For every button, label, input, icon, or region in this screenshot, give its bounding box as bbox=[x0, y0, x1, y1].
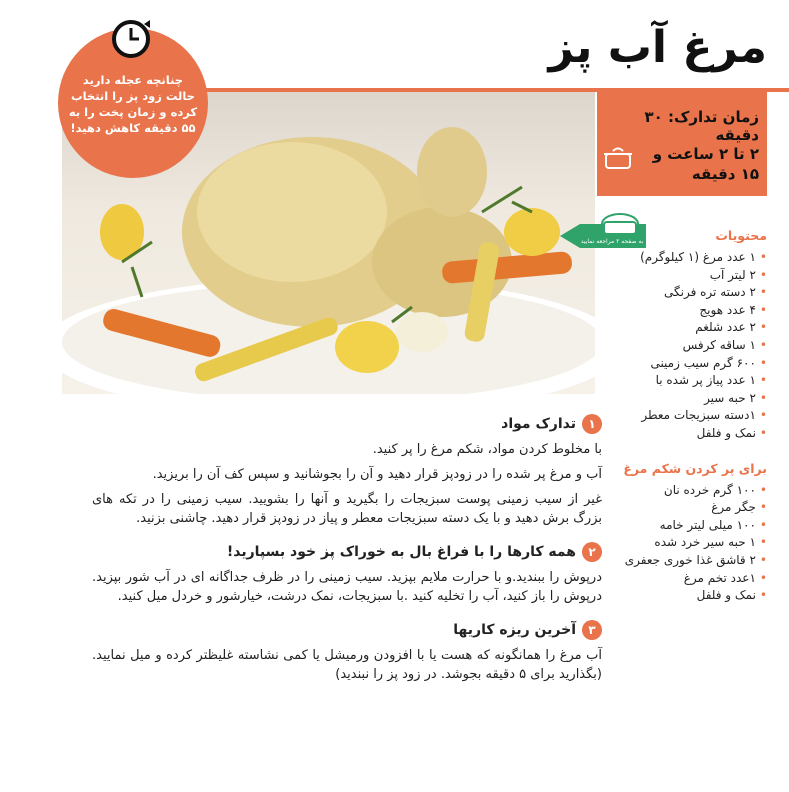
list-item: • ۱۰۰ گرم خرده نان bbox=[597, 482, 767, 500]
list-item: • ۱ عدد پیاز پر شده با bbox=[597, 372, 767, 390]
list-item: • ۱۰۰ میلی لیتر خامه bbox=[597, 517, 767, 535]
list-item: • ۱ حبه سیر خرد شده bbox=[597, 534, 767, 552]
list-item: • نمک و فلفل bbox=[597, 425, 767, 443]
step-1 bbox=[92, 414, 602, 528]
step-paragraph: آب و مرغ پر شده را در زودپز قرار دهید و آن را بجوشانید و سپس کف آن را بریزید. bbox=[152, 467, 602, 482]
step-heading bbox=[92, 542, 602, 562]
step-title: آخرین ریزه کاریها bbox=[453, 621, 576, 638]
quick-cook-badge bbox=[58, 28, 208, 178]
step-paragraph: با مخلوط کردن مواد، شکم مرغ را پر کنید. bbox=[372, 442, 602, 457]
step-title: همه کارها را با فراغ بال به خوراک پز خود بسپارید! bbox=[226, 543, 576, 560]
list-item: • ۴ عدد هویج bbox=[597, 302, 767, 320]
step-title: تدارک مواد bbox=[501, 415, 576, 432]
list-item: • ۲ دسته تره فرنگی bbox=[597, 284, 767, 302]
prep-time: زمان تدارک: ۳۰ دقیقه bbox=[644, 108, 759, 144]
step-3 bbox=[92, 620, 602, 684]
pot-icon bbox=[603, 146, 633, 172]
list-item: • ۱ ساقه کرفس bbox=[597, 337, 767, 355]
step-paragraph: درپوش را ببندید.و با حرارت ملایم بپزید. سیب زمینی را در ظرف جداگانه ای در آب شور بپزید. درپوش را باز کنید، آب را تخلیه کنید .با سبزیجات، نمک درشت، خیارشور و خردل میل کنید. bbox=[92, 570, 602, 604]
list-item: • ۱دسته سبزیجات معطر bbox=[597, 407, 767, 425]
step-paragraph: آب مرغ را همانگونه که هست یا با افزودن ورمیشل یا کمی نشاسته غلیظتر کرده و میل نمایید. (بگذارید برای ۵ دقیقه بجوشد. در زود پز را نبندید) bbox=[92, 648, 602, 682]
list-item: • ۲ لیتر آب bbox=[597, 267, 767, 285]
list-item: • ۶۰۰ گرم سیب زمینی bbox=[597, 355, 767, 373]
step-heading bbox=[92, 414, 602, 434]
stuffing-heading: برای پر کردن شکم مرغ bbox=[623, 460, 767, 476]
step-number: ۱ bbox=[582, 414, 602, 434]
recipe-title: مرغ آب پز bbox=[548, 22, 767, 73]
list-item: • نمک و فلفل bbox=[597, 587, 767, 605]
step-number: ۲ bbox=[582, 542, 602, 562]
step-2 bbox=[92, 542, 602, 606]
recipe-steps bbox=[92, 414, 602, 690]
list-item: • ۲ قاشق غذا خوری جعفری bbox=[597, 552, 767, 570]
cook-time: ۲ تا ۲ ساعت و ۱۵ دقیقه bbox=[652, 145, 759, 183]
list-item: • ۱ عدد مرغ (۱ کیلوگرم) bbox=[597, 249, 767, 267]
step-number: ۳ bbox=[582, 620, 602, 640]
ingredients-sidebar bbox=[597, 228, 767, 623]
badge-text: چنانچه عجله دارید حالت زود پز را انتخاب کرده و زمان پخت را به ۵۵ دقیقه کاهش دهید! bbox=[68, 73, 198, 135]
step-paragraph: غیر از سیب زمینی پوست سبزیجات را بگیرید و آنها را بشویید. سیب زمینی را در تکه های بزرگ برش دهید و با یک دسته سبزیجات معطر و پیاز در زودپز قرار دهید. چاشنی بزنید. bbox=[92, 492, 602, 526]
list-item: • ۲ عدد شلغم bbox=[597, 319, 767, 337]
stuffing-list bbox=[597, 482, 767, 605]
list-item: • ۲ حبه سیر bbox=[597, 390, 767, 408]
list-item: • جگر مرغ bbox=[597, 499, 767, 517]
prep-info-box bbox=[597, 92, 767, 196]
clock-arrow-icon bbox=[108, 14, 154, 60]
ingredients-list bbox=[597, 249, 767, 443]
step-heading bbox=[92, 620, 602, 640]
ingredients-heading: محتویات bbox=[715, 228, 767, 243]
list-item: • ۱عدد تخم مرغ bbox=[597, 570, 767, 588]
flag-text: به صفحه ۲ مراجعه نمایید bbox=[580, 238, 644, 245]
